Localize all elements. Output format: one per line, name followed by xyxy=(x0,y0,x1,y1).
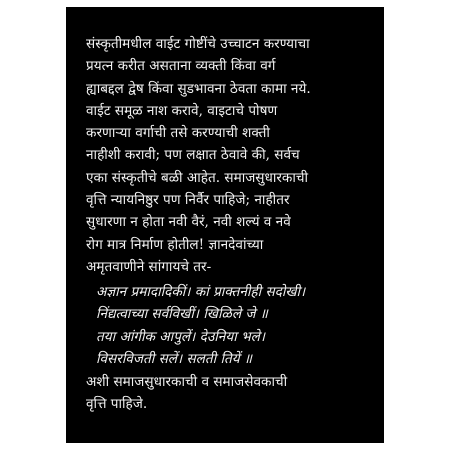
paragraph-line: अमृतवाणीने सांगायचे तर- xyxy=(86,258,212,275)
verse-line: तया आंगीक आपुलें। देउनिया भले। xyxy=(96,328,265,345)
paragraph-line: ह्याबद्दल द्वेष किंवा सुडभावना ठेवता कामा नये. xyxy=(86,80,311,97)
paragraph-line: वृत्ति न्यायनिष्ठुर पण निर्वैर पाहिजे; नाहीतर xyxy=(86,192,290,209)
closing-paragraph xyxy=(86,371,287,416)
paragraph-line: एका संस्कृतीचे बळी आहेत. समाजसुधारकाची xyxy=(86,169,309,186)
paragraph-line: सुधारणा न होता नवी वैरं, नवी शल्यं व नवे xyxy=(86,214,291,231)
paragraph-line: वाईट समूळ नाश करावे, वाइटाचे पोषण xyxy=(86,102,278,119)
verse-line: निंद्यत्वाच्या सर्वविखीं। खिळिले जे ॥ xyxy=(96,306,268,323)
paragraph xyxy=(86,33,311,278)
paragraph-line: करणाऱ्या वर्गाची तसे करण्याची शक्ती xyxy=(86,125,270,142)
book-page xyxy=(66,7,384,443)
closing-line: अशी समाजसुधारकाची व समाजसेवकाची xyxy=(86,374,288,390)
verse-line: अज्ञान प्रमादादिकीं। कां प्राक्तनीही सदोखी। xyxy=(96,284,306,300)
paragraph-line: प्रयत्न करीत असताना व्यक्ती किंवा वर्ग xyxy=(86,58,276,75)
paragraph-line: नाहीशी करावी; पण लक्षात ठेवावे की, सर्वच xyxy=(86,147,300,164)
verse-quote xyxy=(96,281,305,370)
verse-line: विसरविजती सलें। सलती तियें ॥ xyxy=(96,350,253,367)
paragraph-line: रोग मात्र निर्माण होतील! ज्ञानदेवांच्या xyxy=(86,236,264,253)
paragraph-line: संस्कृतीमधील वाईट गोष्टींचे उच्चाटन करण्याचा xyxy=(86,36,310,52)
closing-line: वृत्ति पाहिजे. xyxy=(86,396,148,413)
